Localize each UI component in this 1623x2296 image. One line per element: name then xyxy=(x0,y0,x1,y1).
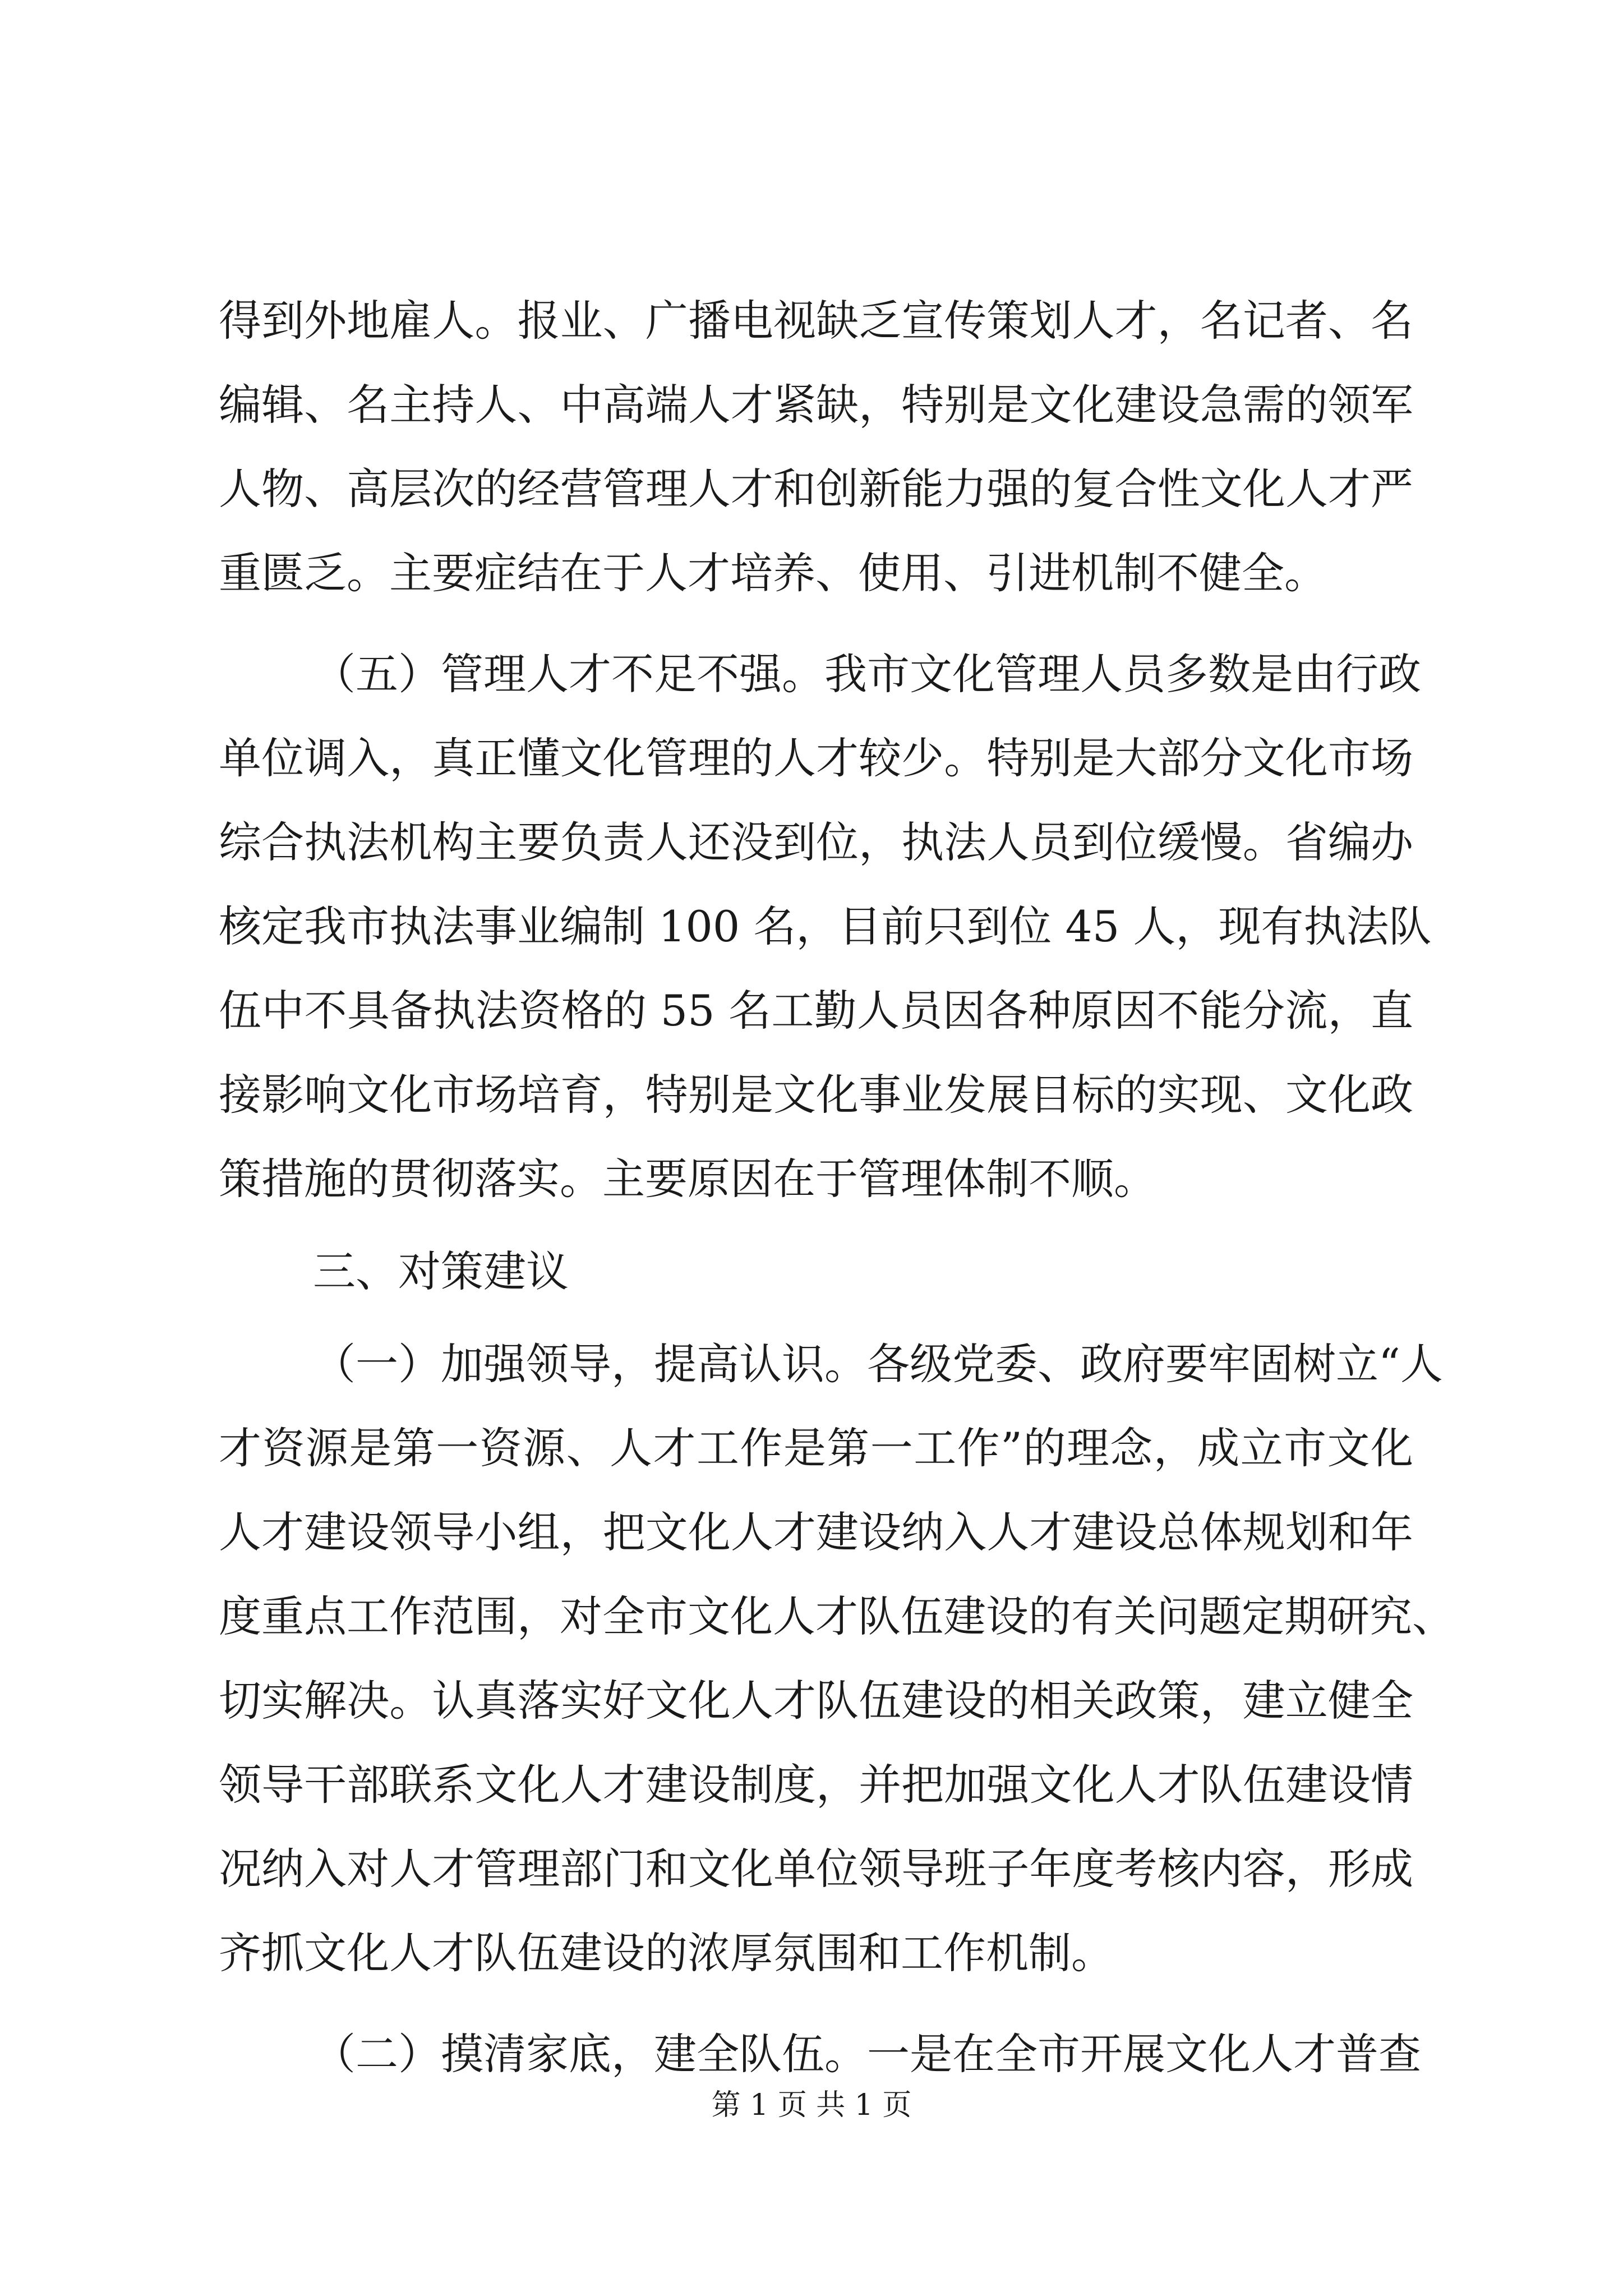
text-line: 人才建设领导小组，把文化人才建设纳入人才建设总体规划和年 xyxy=(219,1507,1413,1557)
text-line: 编辑、名主持人、中高端人才紧缺，特别是文化建设急需的领军 xyxy=(219,380,1413,430)
text-line: 领导干部联系文化人才建设制度，并把加强文化人才队伍建设情 xyxy=(219,1760,1413,1810)
text-line: 人物、高层次的经营管理人才和创新能力强的复合性文化人才严 xyxy=(219,464,1413,514)
text-line: 重匮乏。主要症结在于人才培养、使用、引进机制不健全。 xyxy=(219,548,1327,598)
text-line: 齐抓文化人才队伍建设的浓厚氛围和工作机制。 xyxy=(219,1928,1114,1978)
text-line: 接影响文化市场培育，特别是文化事业发展目标的实现、文化政 xyxy=(219,1070,1413,1120)
paragraph-heading-line: （一）加强领导，提高认识。各级党委、政府要牢固树立“人 xyxy=(313,1339,1443,1389)
text-line: 策措施的贯彻落实。主要原因在于管理体制不顺。 xyxy=(219,1154,1156,1204)
text-line: 得到外地雇人。报业、广播电视缺乏宣传策划人才，名记者、名 xyxy=(219,296,1413,346)
text-line: 况纳入对人才管理部门和文化单位领导班子年度考核内容，形成 xyxy=(219,1844,1413,1894)
text-line: 单位调入，真正懂文化管理的人才较少。特别是大部分文化市场 xyxy=(219,733,1413,783)
text-line: 伍中不具备执法资格的 55 名工勤人员因各种原因不能分流，直 xyxy=(219,986,1413,1036)
section-heading: 三、对策建议 xyxy=(313,1246,569,1296)
text-line: 才资源是第一资源、人才工作是第一工作”的理念，成立市文化 xyxy=(219,1423,1413,1473)
text-line: 核定我市执法事业编制 100 名，目前只到位 45 人，现有执法队 xyxy=(219,901,1432,951)
page-footer: 第 1 页 共 1 页 xyxy=(711,2088,912,2122)
text-line: 综合执法机构主要负责人还没到位，执法人员到位缓慢。省编办 xyxy=(219,817,1413,867)
text-line: 切实解决。认真落实好文化人才队伍建设的相关政策，建立健全 xyxy=(219,1676,1413,1726)
paragraph-heading-line: （五）管理人才不足不强。我市文化管理人员多数是由行政 xyxy=(313,649,1421,699)
text-line: 度重点工作范围，对全市文化人才队伍建设的有关问题定期研究、 xyxy=(219,1591,1455,1641)
paragraph-heading-line: （二）摸清家底，建全队伍。一是在全市开展文化人才普查 xyxy=(313,2029,1421,2079)
